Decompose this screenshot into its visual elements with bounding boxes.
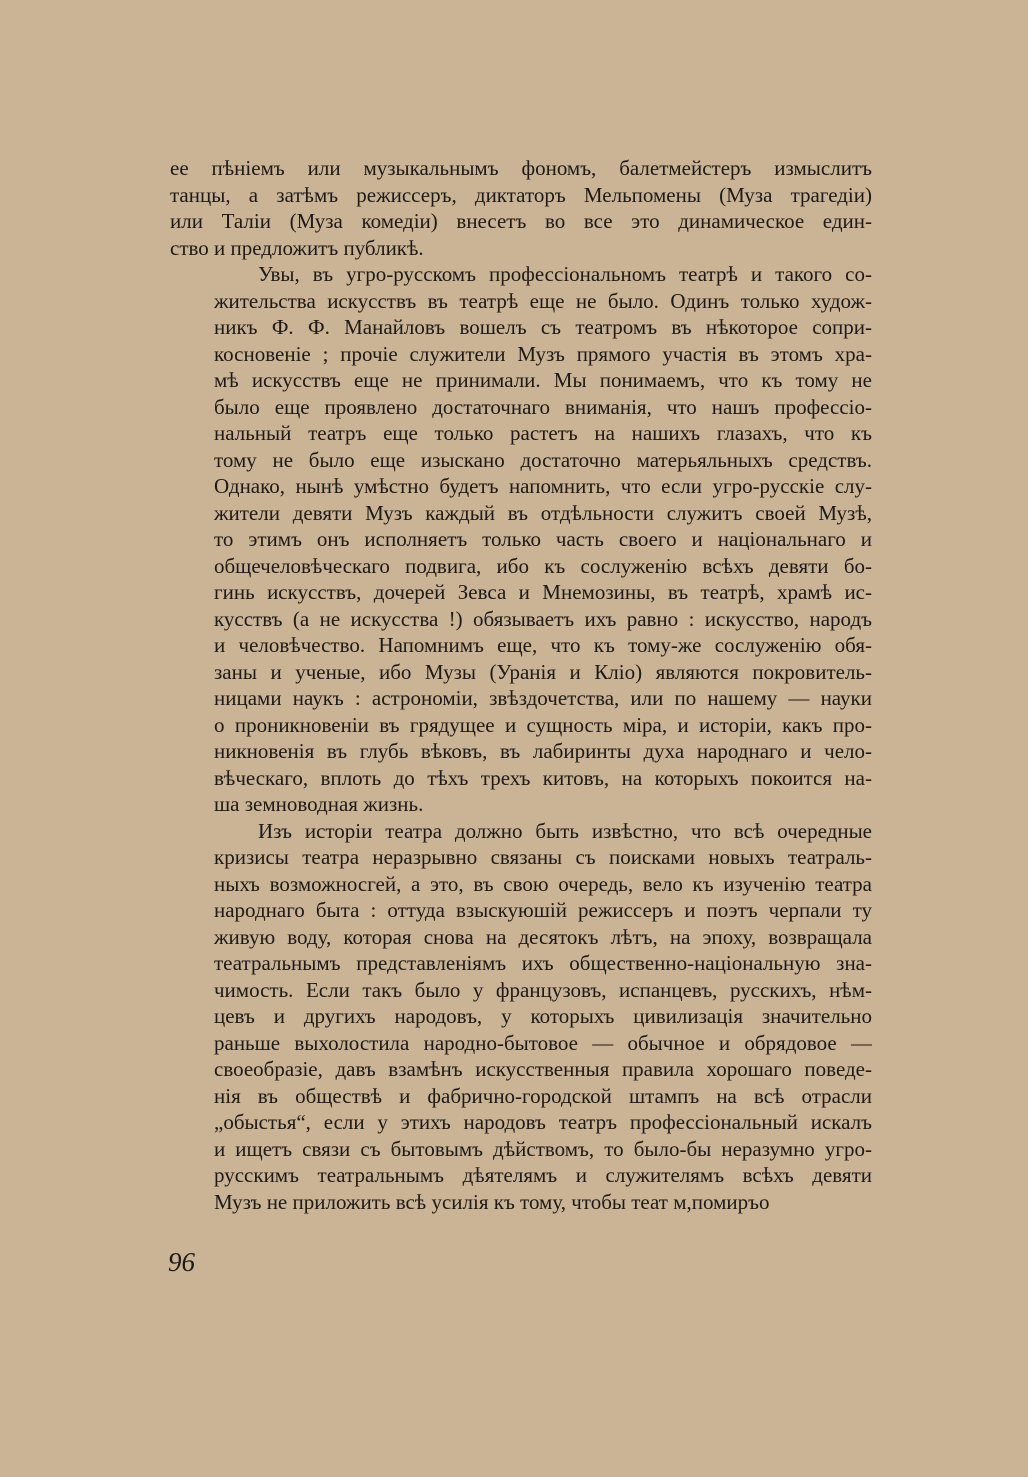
text-line: ныхъ возможносгей, а это, въ свою очередь, вело къ изученію театра xyxy=(214,871,872,896)
text-line: ее пѣніемъ или музыкальнымъ фономъ, балетмейстеръ измыслитъ xyxy=(170,156,872,180)
text-line: ство и предложитъ публикѣ. xyxy=(170,235,424,260)
text-line: гинь искусствъ, дочерей Зевса и Мнемозины, въ театрѣ, храмѣ ис- xyxy=(214,580,872,604)
text-line: чимость. Если такъ было у французовъ, испанцевъ, русскихъ, нѣм- xyxy=(214,977,872,1002)
text-line: раньше выхолостила народно-бытовое — обычное и обрядовое — xyxy=(214,1030,872,1055)
text-line: театральнымъ представленіямъ ихъ общественно-національную зна- xyxy=(214,951,872,975)
text-line: Изъ исторіи театра должно быть извѣстно, что всѣ очередные xyxy=(258,818,872,843)
text-line: жители девяти Музъ каждый въ отдѣльности служитъ своей Музѣ, xyxy=(214,500,872,525)
text-line: никъ Ф. Ф. Манайловъ вошелъ съ театромъ въ нѣкоторое сопри- xyxy=(214,315,872,339)
text-line: русскимъ театральнымъ дѣятелямъ и служителямъ всѣхъ девяти xyxy=(214,1163,872,1187)
text-line: было еще проявлено достаточнаго вниманія, что нашъ профессіо- xyxy=(214,394,872,419)
text-line: Однако, нынѣ умѣстно будетъ напомнить, что если угро-русскіе слу- xyxy=(214,474,872,498)
paragraph xyxy=(170,261,872,818)
text-line: косновеніе ; прочіе служители Музъ прямого участія въ этомъ хра- xyxy=(214,341,872,366)
body-text xyxy=(170,155,872,1215)
text-line: живую воду, которая снова на десятокъ лѣтъ, на эпоху, возвращала xyxy=(214,924,872,949)
text-line: о проникновеніи въ грядущее и сущность міра, и исторіи, какъ про- xyxy=(214,712,872,737)
paragraph xyxy=(170,155,872,261)
text-line: ша земноводная жизнь. xyxy=(214,792,424,816)
text-line: Музъ не приложить всѣ усилія къ тому, чтобы теат м,помиръо xyxy=(214,1189,770,1214)
text-line: своеобразіе, давъ взамѣнъ искусственныя правила хорошаго поведе- xyxy=(214,1057,872,1081)
text-line: народнаго быта : оттуда взыскуюшій режиссеръ и поэтъ черпали ту xyxy=(214,898,872,922)
text-line: то этимъ онъ исполняетъ только часть своего и національнаго и xyxy=(214,527,872,551)
paragraph xyxy=(170,818,872,1216)
text-line: танцы, а затѣмъ режиссеръ, диктаторъ Мельпомены (Муза трагедіи) xyxy=(170,182,872,207)
text-line: Увы, въ угро-русскомъ професcіональномъ театрѣ и такого со- xyxy=(258,262,872,286)
text-line: общечеловѣческаго подвига, ибо къ сослуженію всѣхъ девяти бо- xyxy=(214,553,872,578)
text-line: мѣ искусствъ еще не принимали. Мы понимаемъ, что къ тому не xyxy=(214,368,872,392)
text-line: тому не было еще изыскано достаточно матерьяльныхъ средствъ. xyxy=(214,447,872,472)
text-line: цевъ и другихъ народовъ, у которыхъ цивилизація значительно xyxy=(214,1004,872,1028)
text-line: и человѣчество. Напомнимъ еще, что къ тому-же сослуженію обя- xyxy=(214,633,872,657)
text-line: вѣческаго, вплоть до тѣхъ трехъ китовъ, на которыхъ покоится на- xyxy=(214,765,872,790)
text-line: заны и ученые, ибо Музы (Уранія и Кліо) являются покровитель- xyxy=(214,659,872,684)
text-line: кусствъ (а не искусства !) обязываетъ ихъ равно : искусство, народъ xyxy=(214,606,872,631)
text-line: нія въ обществѣ и фабрично-городской штампъ на всѣ отрасли xyxy=(214,1083,872,1108)
text-line: ницами наукъ : астрономіи, звѣздочетства, или по нашему — науки xyxy=(214,686,872,710)
text-line: никновенія въ глубь вѣковъ, въ лабиринты духа народнаго и чело- xyxy=(214,739,872,763)
text-line: или Таліи (Муза комедіи) внесетъ во все это динамическое един- xyxy=(170,209,872,233)
text-line: кризисы театра неразрывно связаны съ поисками новыхъ театраль- xyxy=(214,845,872,869)
text-line: и ищетъ связи съ бытовымъ дѣйствомъ, то было-бы неразумно угро- xyxy=(214,1136,872,1161)
text-line: „обыстья“, если у этихъ народовъ театръ профессіональный искалъ xyxy=(214,1110,872,1134)
page-number: 96 xyxy=(168,1247,195,1277)
text-line: нальный театръ еще только растетъ на нашихъ глазахъ, что къ xyxy=(214,421,872,445)
text-line: жительства искусствъ въ театрѣ еще не было. Одинъ только худож- xyxy=(214,288,872,313)
